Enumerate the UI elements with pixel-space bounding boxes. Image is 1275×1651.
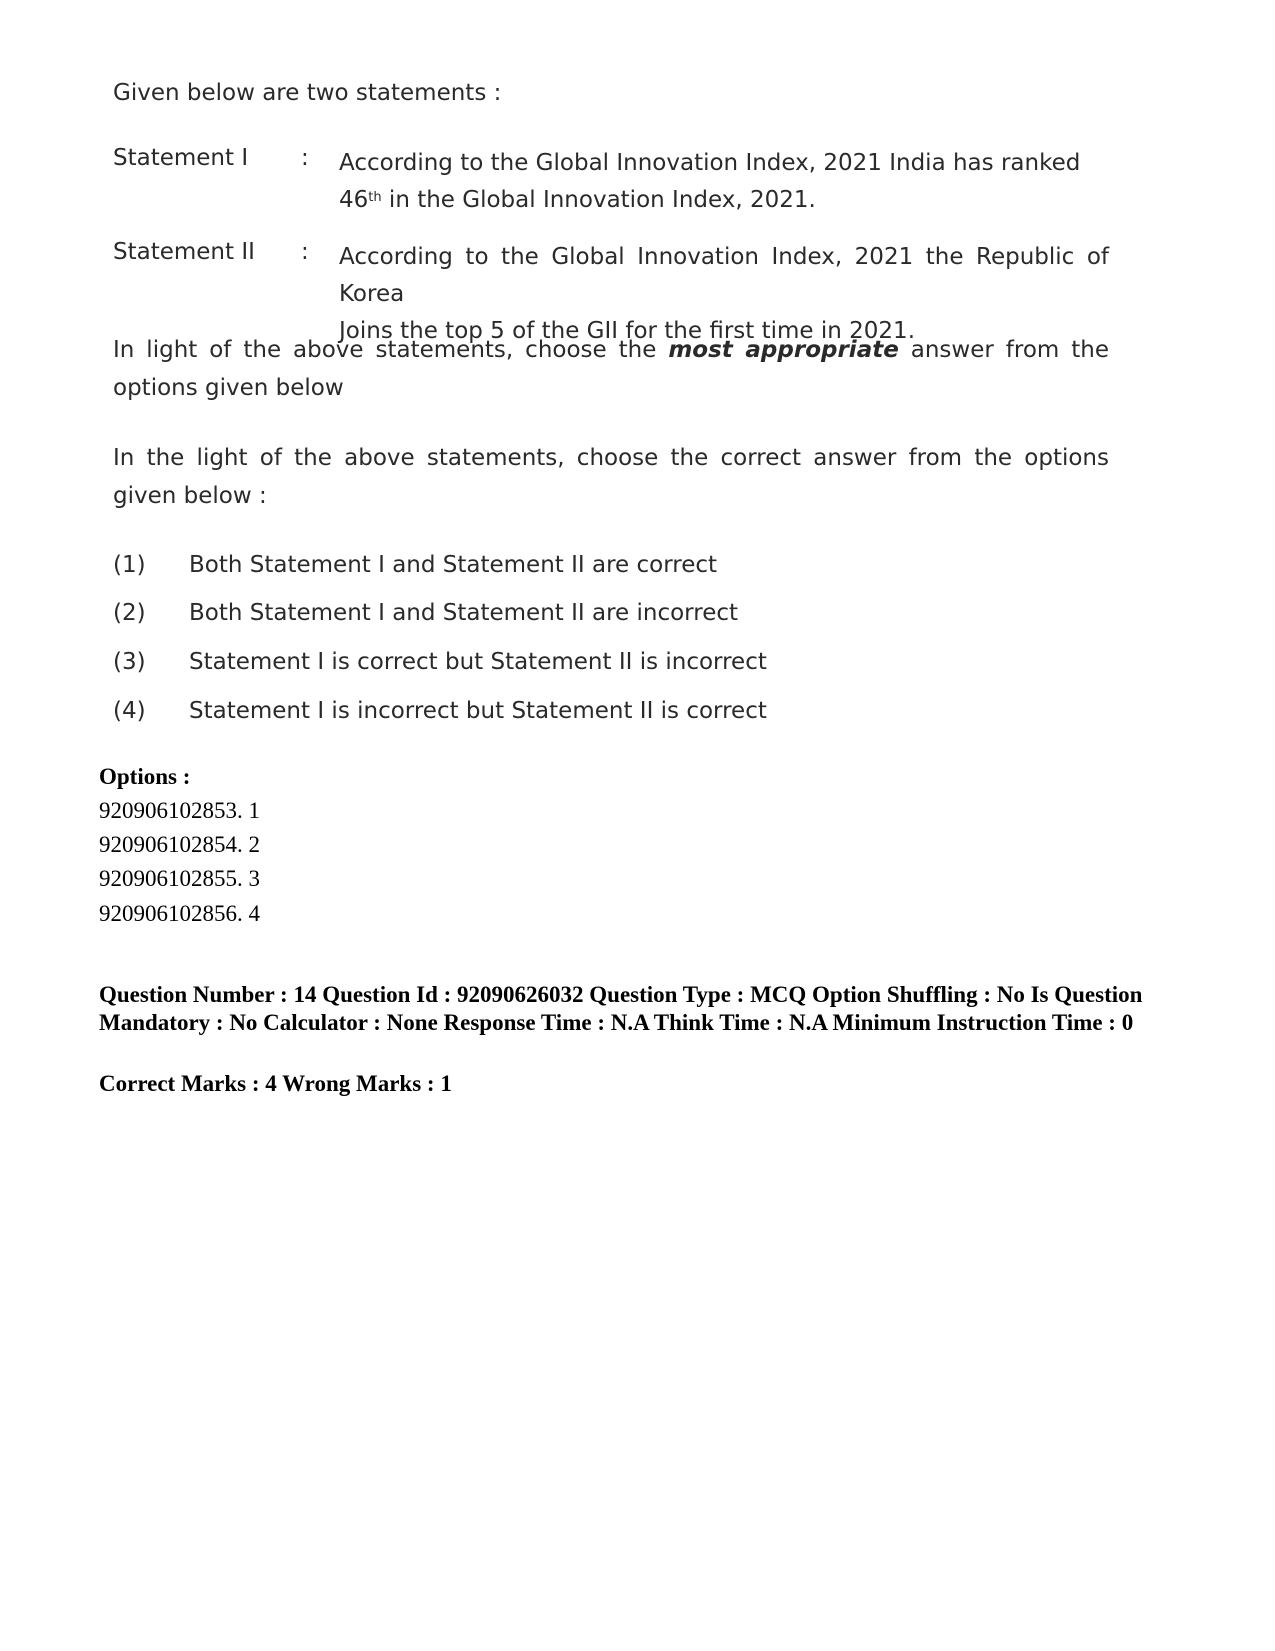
- choice-number: (2): [113, 600, 146, 626]
- choice-text: Statement I is incorrect but Statement II is correct: [189, 698, 767, 724]
- statement-2-separator: :: [301, 239, 309, 265]
- instruction-paragraph-1: [113, 331, 1109, 407]
- instruction-1-start: In light of the above statements, choose the: [113, 337, 669, 363]
- question-info: Question Number : 14 Question Id : 92090626032 Question Type : MCQ Option Shuffling : No Is Question Mandatory : No Calculator : None Response Time : N.A Think Time : N.A Minimum Instruction Time : 0: [99, 982, 1143, 1035]
- rank-suffix: th: [368, 190, 382, 205]
- options-heading: Options :: [99, 764, 191, 789]
- option-item: 920906102854. 2: [99, 832, 260, 857]
- statement-1-separator: :: [301, 145, 309, 171]
- instruction-paragraph-2: In the light of the above statements, choose the correct answer from the options given below :: [113, 445, 1109, 509]
- statement-1-line-1: According to the Global Innovation Index, 2021 India has ranked: [339, 150, 1081, 176]
- statement-1-line-2: [339, 182, 1109, 219]
- instruction-1-emphasis: most appropriate: [668, 337, 899, 363]
- option-item: 920906102855. 3: [99, 866, 260, 891]
- choice-number: (4): [113, 698, 146, 724]
- rank-number: 46: [339, 187, 369, 213]
- choice-text: Statement I is correct but Statement II is incorrect: [189, 649, 767, 675]
- statement-2-line-1: According to the Global Innovation Index, 2021 the Republic of Korea: [339, 244, 1109, 307]
- marks-info: Correct Marks : 4 Wrong Marks : 1: [99, 1071, 452, 1096]
- choice-text: Both Statement I and Statement II are correct: [189, 552, 718, 578]
- choice-number: (3): [113, 649, 146, 675]
- question-intro: Given below are two statements :: [113, 80, 502, 106]
- statement-2-line-2: Joins the top 5 of the GII for the first time in 2021.: [339, 318, 915, 344]
- statement-1-label: Statement I: [113, 145, 249, 171]
- option-item: 920906102853. 1: [99, 798, 260, 823]
- statement-1-text: [339, 145, 1109, 219]
- instruction-1-end: answer from the options given below: [113, 337, 1109, 401]
- statement-2-label: Statement II: [113, 239, 255, 265]
- statement-1-line-2-rest: in the Global Innovation Index, 2021.: [381, 187, 816, 213]
- choice-text: Both Statement I and Statement II are incorrect: [189, 600, 739, 626]
- option-item: 920906102856. 4: [99, 901, 260, 926]
- choice-number: (1): [113, 552, 146, 578]
